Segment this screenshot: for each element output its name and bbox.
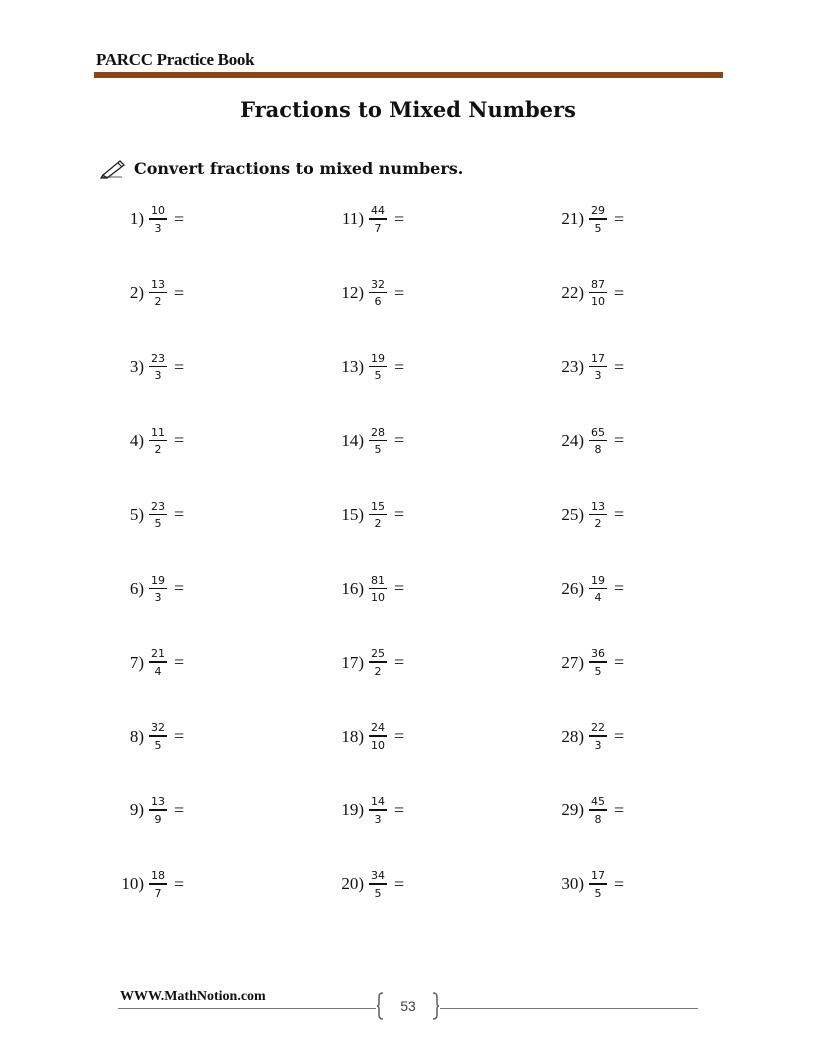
problem-number: 23) — [561, 357, 584, 377]
denominator: 5 — [594, 886, 602, 900]
problem-item — [334, 870, 404, 899]
problem-number: 8) — [129, 726, 144, 746]
problem-number: 25) — [561, 504, 584, 524]
fraction — [149, 870, 167, 899]
problem-item — [554, 575, 624, 604]
fraction — [149, 796, 167, 825]
problem-item — [554, 353, 624, 382]
problem-item — [114, 205, 184, 234]
numerator: 28 — [371, 425, 385, 439]
numerator: 25 — [371, 647, 385, 661]
numerator: 24 — [371, 721, 385, 735]
fraction — [369, 501, 387, 530]
page-number: 53 — [400, 998, 416, 1014]
denominator: 10 — [371, 738, 385, 752]
problem-number: 17) — [341, 652, 364, 672]
problem-item — [334, 205, 404, 234]
fraction — [149, 648, 167, 677]
equals-sign: = — [174, 430, 185, 451]
fraction — [589, 353, 607, 382]
equals-sign: = — [174, 504, 185, 525]
problem-number: 1) — [129, 209, 144, 229]
problem-item — [334, 796, 404, 825]
page-title: Fractions to Mixed Numbers — [240, 97, 576, 122]
fraction — [589, 722, 607, 751]
equals-sign: = — [394, 356, 405, 377]
denominator: 2 — [594, 517, 602, 531]
problem-item — [554, 501, 624, 530]
problem-item — [334, 353, 404, 382]
numerator: 36 — [591, 647, 605, 661]
numerator: 32 — [151, 721, 165, 735]
problem-item — [114, 279, 184, 308]
denominator: 3 — [154, 369, 162, 383]
numerator: 34 — [371, 869, 385, 883]
problem-item — [554, 870, 624, 899]
denominator: 3 — [154, 591, 162, 604]
equals-sign: = — [174, 799, 185, 820]
problem-item — [334, 575, 404, 604]
denominator: 3 — [374, 812, 382, 826]
denominator: 8 — [594, 812, 602, 826]
equals-sign: = — [394, 430, 405, 451]
problem-item — [554, 427, 624, 456]
problem-number: 19) — [341, 800, 364, 820]
problem-number: 5) — [129, 504, 144, 524]
equals-sign: = — [614, 578, 625, 599]
fraction — [149, 501, 167, 530]
problem-number: 9) — [129, 800, 144, 820]
fraction — [369, 205, 387, 234]
denominator: 3 — [594, 369, 602, 383]
problem-item — [114, 796, 184, 825]
numerator: 13 — [151, 277, 165, 291]
problem-number: 3) — [129, 357, 144, 377]
problem-item — [334, 279, 404, 308]
denominator: 4 — [594, 591, 602, 604]
footer-website: WWW.MathNotion.com — [120, 989, 266, 1004]
denominator: 6 — [374, 295, 382, 309]
denominator: 5 — [154, 738, 162, 752]
fraction — [369, 575, 387, 604]
problem-item — [554, 722, 624, 751]
problem-item — [114, 353, 184, 382]
denominator: 5 — [374, 443, 382, 457]
problem-item — [334, 501, 404, 530]
problem-number: 11) — [341, 209, 364, 229]
denominator: 5 — [594, 664, 602, 678]
problem-number: 21) — [561, 209, 584, 229]
numerator: 65 — [591, 425, 605, 439]
equals-sign: = — [394, 208, 405, 229]
numerator: 32 — [371, 277, 385, 291]
problem-item — [554, 279, 624, 308]
problem-number: 20) — [341, 874, 364, 894]
numerator: 18 — [151, 869, 165, 883]
problem-number: 24) — [561, 430, 584, 450]
problem-number: 6) — [129, 578, 144, 598]
numerator: 22 — [591, 721, 605, 735]
numerator: 19 — [151, 573, 165, 587]
numerator: 21 — [151, 647, 165, 661]
problem-item — [334, 722, 404, 751]
header-rule — [94, 72, 723, 78]
problem-item — [114, 501, 184, 530]
fraction — [149, 722, 167, 751]
equals-sign: = — [394, 282, 405, 303]
fraction — [589, 870, 607, 899]
equals-sign: = — [174, 356, 185, 377]
equals-sign: = — [614, 799, 625, 820]
problem-item — [114, 722, 184, 751]
fraction — [589, 648, 607, 677]
fraction — [589, 501, 607, 530]
problem-number: 13) — [341, 357, 364, 377]
equals-sign: = — [174, 652, 185, 673]
equals-sign: = — [394, 799, 405, 820]
denominator: 8 — [594, 443, 602, 457]
problem-item — [114, 870, 184, 899]
equals-sign: = — [394, 504, 405, 525]
problem-number: 14) — [341, 430, 364, 450]
left-bracket-icon — [377, 992, 384, 1020]
problem-item — [114, 427, 184, 456]
problem-number: 4) — [129, 430, 144, 450]
equals-sign: = — [614, 726, 625, 747]
footer-rule-right — [440, 1008, 698, 1009]
fraction — [369, 427, 387, 456]
fraction — [369, 722, 387, 751]
denominator: 5 — [374, 369, 382, 383]
denominator: 5 — [594, 221, 602, 235]
fraction — [369, 870, 387, 899]
problem-number: 18) — [341, 726, 364, 746]
fraction — [369, 353, 387, 382]
equals-sign: = — [174, 282, 185, 303]
problem-item — [114, 575, 184, 604]
denominator: 3 — [154, 221, 162, 235]
numerator: 19 — [591, 573, 605, 587]
numerator: 23 — [151, 499, 165, 513]
problem-item — [334, 427, 404, 456]
problem-number: 30) — [561, 874, 584, 894]
denominator: 2 — [154, 295, 162, 309]
numerator: 11 — [151, 425, 165, 439]
denominator: 2 — [374, 664, 382, 678]
problem-item — [554, 205, 624, 234]
numerator: 19 — [371, 351, 385, 365]
fraction — [149, 205, 167, 234]
fraction — [589, 279, 607, 308]
denominator: 10 — [591, 295, 605, 309]
problem-number: 7) — [129, 652, 144, 672]
header-title: PARCC Practice Book — [96, 50, 255, 69]
equals-sign: = — [174, 578, 185, 599]
fraction — [149, 575, 167, 604]
denominator: 5 — [154, 517, 162, 531]
denominator: 10 — [371, 591, 385, 604]
numerator: 14 — [371, 795, 385, 809]
denominator: 5 — [374, 886, 382, 900]
numerator: 17 — [591, 351, 605, 365]
fraction — [149, 427, 167, 456]
problem-number: 16) — [341, 578, 364, 598]
equals-sign: = — [614, 504, 625, 525]
footer-rule-left — [118, 1008, 376, 1009]
numerator: 15 — [371, 499, 385, 513]
fraction — [369, 279, 387, 308]
fraction — [589, 205, 607, 234]
fraction — [149, 279, 167, 308]
numerator: 45 — [591, 795, 605, 809]
right-bracket-icon — [432, 992, 439, 1020]
equals-sign: = — [394, 652, 405, 673]
fraction — [589, 796, 607, 825]
numerator: 10 — [151, 204, 165, 217]
denominator: 3 — [594, 738, 602, 752]
pencil-icon — [100, 157, 126, 179]
fraction — [149, 353, 167, 382]
instruction — [100, 157, 463, 179]
equals-sign: = — [614, 873, 625, 894]
numerator: 13 — [591, 499, 605, 513]
problem-item — [554, 796, 624, 825]
problem-number: 28) — [561, 726, 584, 746]
problem-number: 15) — [341, 504, 364, 524]
equals-sign: = — [394, 578, 405, 599]
numerator: 13 — [151, 795, 165, 809]
numerator: 17 — [591, 869, 605, 883]
fraction — [589, 427, 607, 456]
equals-sign: = — [394, 726, 405, 747]
problem-number: 12) — [341, 283, 364, 303]
fraction — [589, 575, 607, 604]
equals-sign: = — [614, 282, 625, 303]
denominator: 7 — [374, 221, 382, 235]
problem-item — [114, 648, 184, 677]
instruction-text: Convert fractions to mixed numbers. — [134, 158, 464, 178]
denominator: 2 — [154, 443, 162, 457]
problem-item — [334, 648, 404, 677]
problem-number: 22) — [561, 283, 584, 303]
problem-number: 26) — [561, 578, 584, 598]
problem-item — [554, 648, 624, 677]
numerator: 44 — [371, 204, 385, 217]
equals-sign: = — [174, 208, 185, 229]
equals-sign: = — [174, 726, 185, 747]
problem-number: 29) — [561, 800, 584, 820]
fraction — [369, 796, 387, 825]
denominator: 7 — [154, 886, 162, 900]
denominator: 4 — [154, 664, 162, 678]
equals-sign: = — [394, 873, 405, 894]
numerator: 29 — [591, 204, 605, 217]
equals-sign: = — [174, 873, 185, 894]
numerator: 87 — [591, 277, 605, 291]
problem-number: 10) — [121, 874, 144, 894]
equals-sign: = — [614, 430, 625, 451]
equals-sign: = — [614, 652, 625, 673]
numerator: 81 — [371, 573, 385, 587]
denominator: 2 — [374, 517, 382, 531]
equals-sign: = — [614, 208, 625, 229]
numerator: 23 — [151, 351, 165, 365]
fraction — [369, 648, 387, 677]
equals-sign: = — [614, 356, 625, 377]
problem-number: 2) — [129, 283, 144, 303]
problem-number: 27) — [561, 652, 584, 672]
denominator: 9 — [154, 812, 162, 826]
